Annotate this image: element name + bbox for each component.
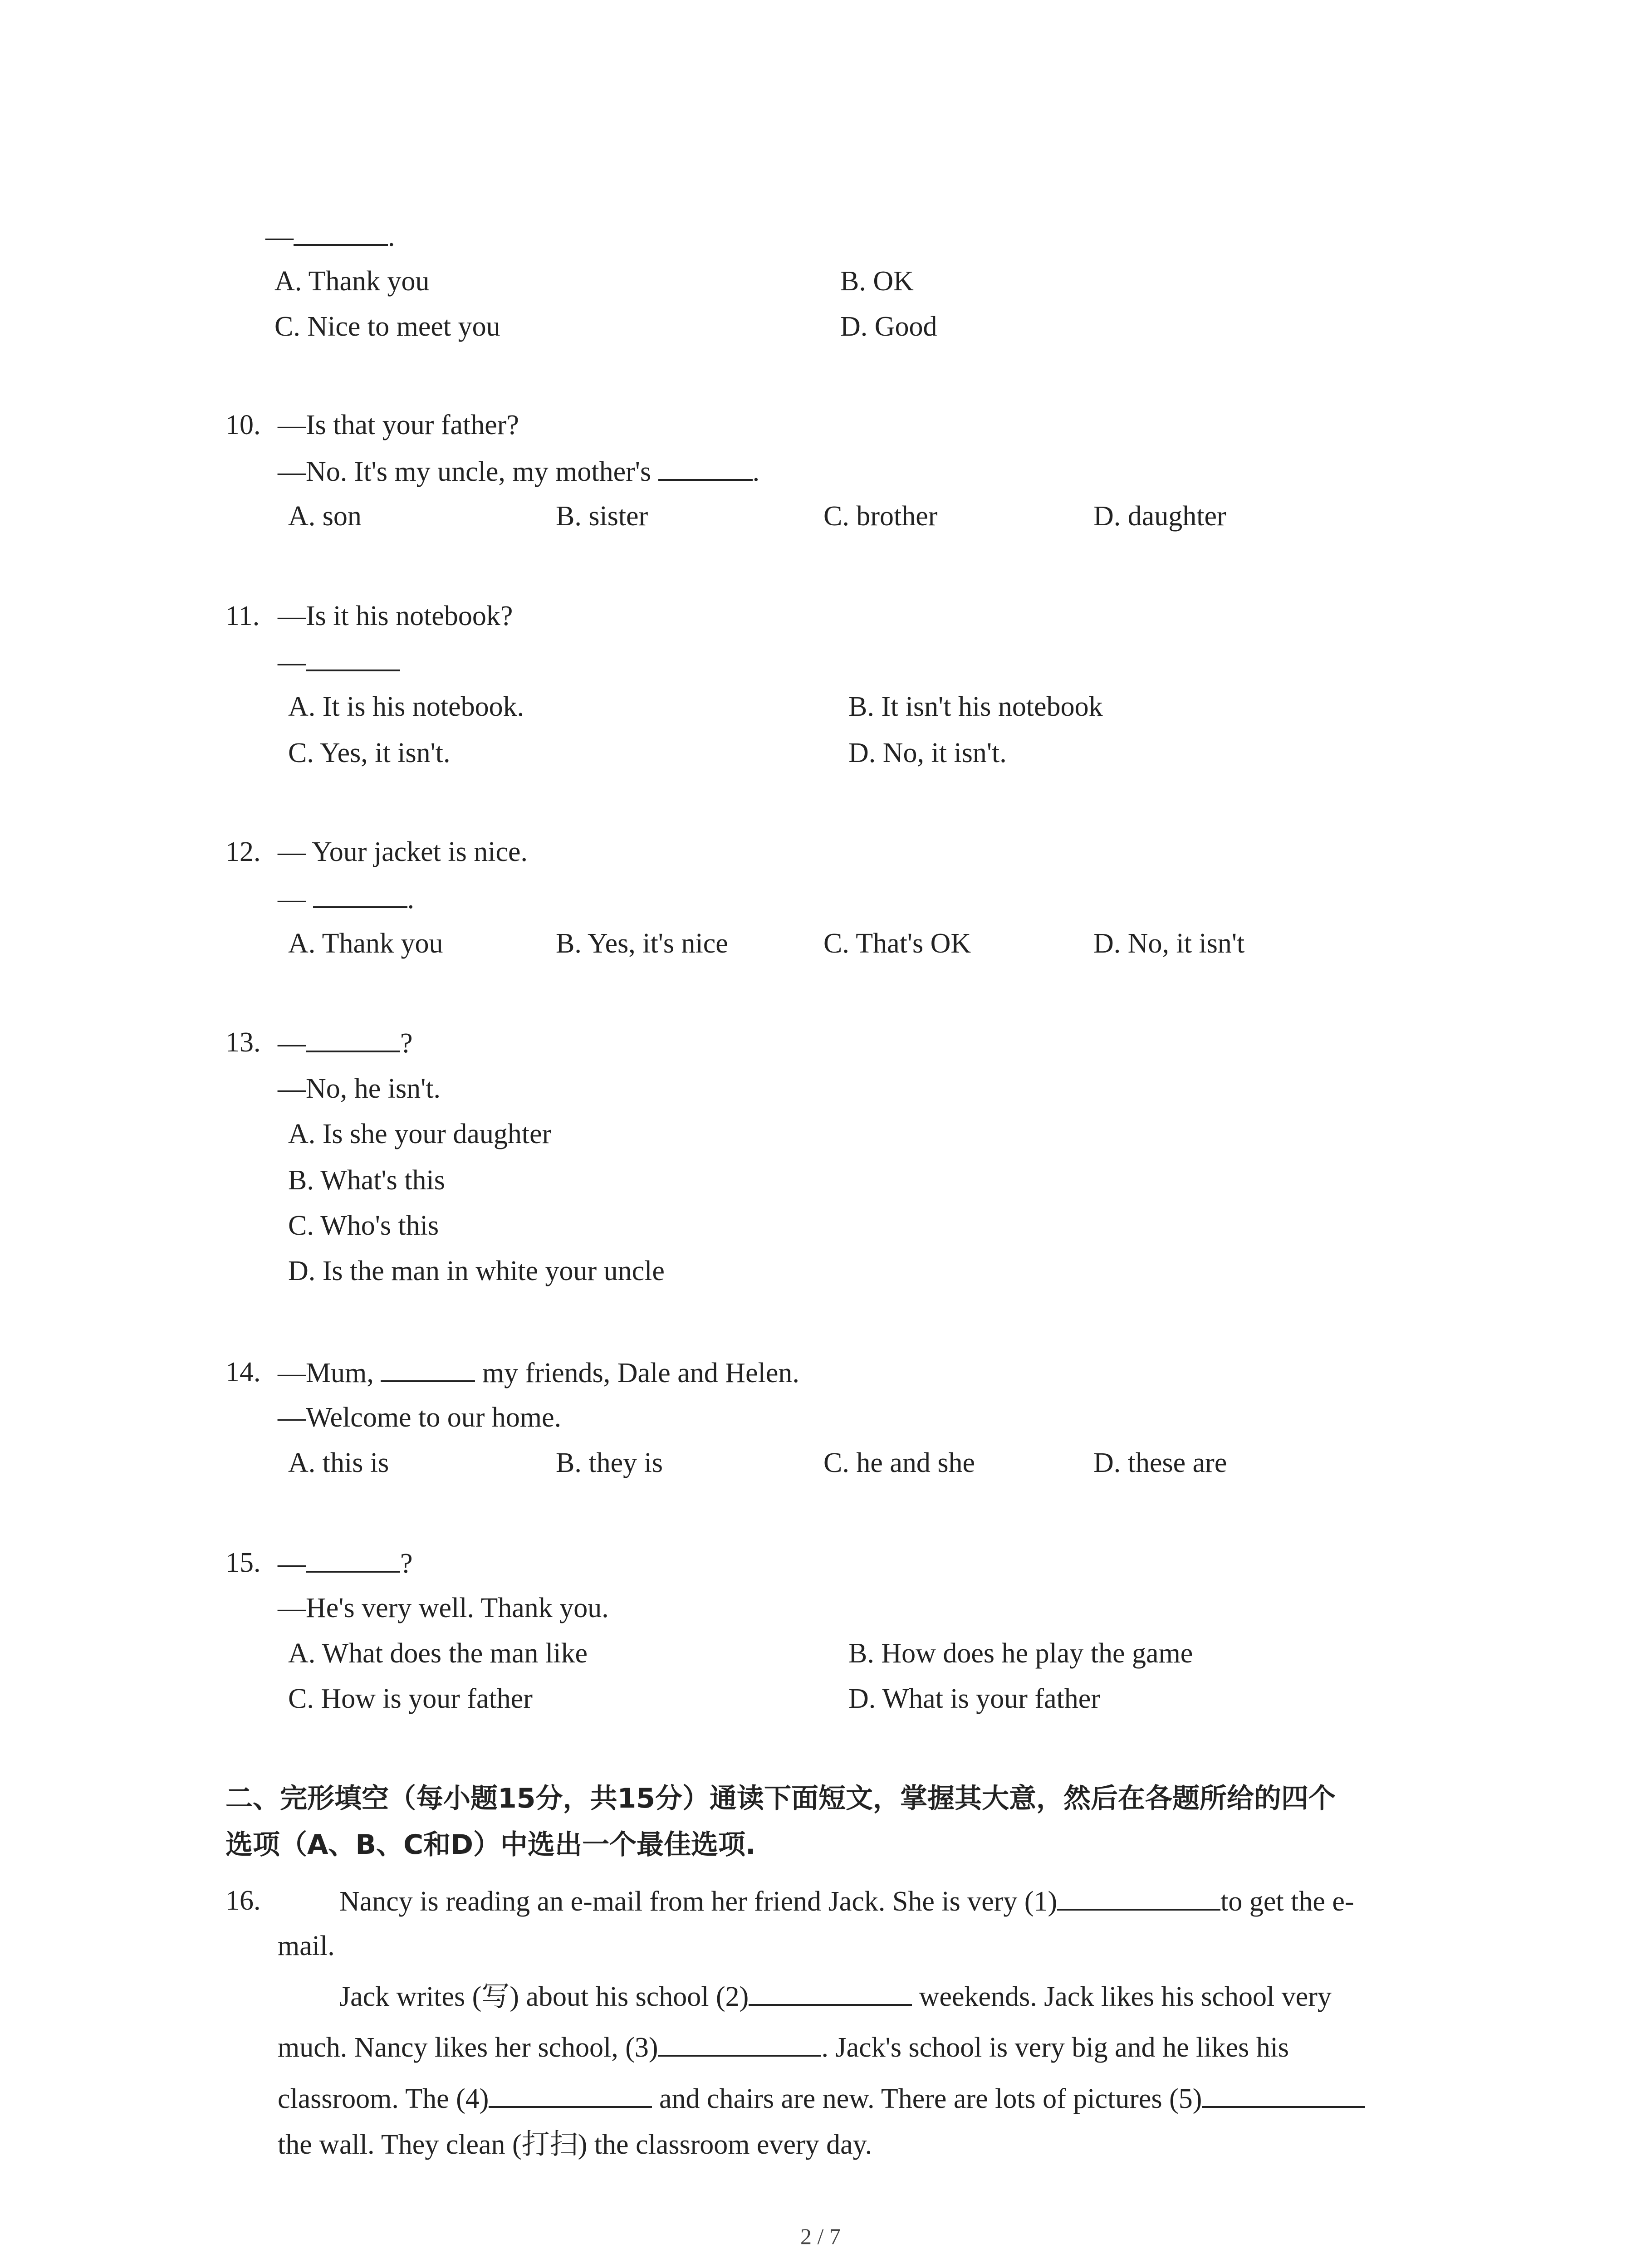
q9-option-b[interactable]: B. OK [840,266,914,297]
line-text: my friends, Dale and Helen. [475,1358,799,1388]
q12-option-a[interactable]: A. Thank you [288,928,443,959]
q10-line2 [278,453,759,490]
period: . [407,884,414,914]
q10-line1: —Is that your father? [278,410,519,440]
period: . [752,456,760,487]
q14-option-c[interactable]: C. he and she [823,1447,975,1478]
q12-number: 12. [225,836,261,867]
dash: — [278,1548,306,1579]
q16-passage-line2: mail. [278,1931,335,1961]
q11-option-d[interactable]: D. No, it isn't. [848,738,1007,768]
q16-passage-line5 [278,2080,1365,2117]
q15-option-a[interactable]: A. What does the man like [288,1638,588,1669]
cloze-blank-5[interactable] [1202,2080,1365,2108]
q15-option-d[interactable]: D. What is your father [848,1683,1100,1714]
q13-line2: —No, he isn't. [278,1073,441,1104]
q9-option-d[interactable]: D. Good [840,311,937,342]
q16-passage-line3 [339,1978,1332,2015]
cloze-blank-2[interactable] [749,1978,912,2006]
dash: — [278,884,313,914]
q16-passage-line6: the wall. They clean (打扫) the classroom every day. [278,2129,872,2160]
line-text: —No. It's my uncle, my mother's [278,456,658,487]
q13-option-c[interactable]: C. Who's this [288,1210,439,1241]
passage-text: . Jack's school is very big and he likes his [821,2032,1289,2063]
q9-option-a[interactable]: A. Thank you [274,266,430,297]
passage-text: Jack writes (写) about his school (2) [339,1981,749,2012]
q16-passage-line1 [339,1882,1354,1920]
q9-option-c[interactable]: C. Nice to meet you [274,311,500,342]
answer-blank[interactable] [658,453,753,481]
question-mark: ? [400,1028,413,1059]
q11-option-b[interactable]: B. It isn't his notebook [848,691,1103,722]
q14-line1 [278,1354,799,1391]
cloze-blank-4[interactable] [489,2080,652,2108]
q10-number: 10. [225,410,261,440]
q15-option-b[interactable]: B. How does he play the game [848,1638,1193,1669]
question-mark: ? [400,1548,413,1579]
q11-option-c[interactable]: C. Yes, it isn't. [288,738,451,768]
q15-option-c[interactable]: C. How is your father [288,1683,533,1714]
q10-option-d[interactable]: D. daughter [1093,501,1226,532]
q11-line1: —Is it his notebook? [278,601,513,631]
q14-number: 14. [225,1357,261,1388]
period: . [388,221,395,252]
cloze-blank-1[interactable] [1057,1882,1220,1911]
q13-option-a[interactable]: A. Is she your daughter [288,1119,552,1149]
passage-text: to get the e- [1220,1886,1354,1917]
q12-line2 [278,880,414,917]
passage-text: and chairs are new. There are lots of pictures (5) [652,2083,1202,2114]
q15-number: 15. [225,1547,261,1578]
q10-option-a[interactable]: A. son [288,501,362,532]
answer-blank[interactable] [306,643,400,671]
q10-option-c[interactable]: C. brother [823,501,938,532]
q10-option-b[interactable]: B. sister [556,501,648,532]
answer-blank[interactable] [313,880,407,908]
line-text: —Mum, [278,1358,381,1388]
answer-blank[interactable] [306,1545,400,1573]
q13-line1 [278,1024,413,1061]
section-2-heading-line1: 二、完形填空（每小题15分，共15分）通读下面短文，掌握其大意，然后在各题所给的四个 [225,1783,1336,1814]
dash: — [278,1028,306,1059]
q9-answer-line [265,218,395,255]
q13-option-d[interactable]: D. Is the man in white your uncle [288,1256,665,1286]
q13-option-b[interactable]: B. What's this [288,1165,445,1196]
q12-option-b[interactable]: B. Yes, it's nice [556,928,728,959]
q11-option-a[interactable]: A. It is his notebook. [288,691,524,722]
q15-line1 [278,1545,413,1582]
q15-line2: —He's very well. Thank you. [278,1593,609,1623]
passage-text: much. Nancy likes her school, (3) [278,2032,658,2063]
q14-option-d[interactable]: D. these are [1093,1447,1227,1478]
dash: — [265,221,294,252]
q16-number: 16. [225,1885,261,1916]
page-number: 2 / 7 [800,2224,841,2249]
q12-option-d[interactable]: D. No, it isn't [1093,928,1245,959]
q16-passage-line4 [278,2028,1289,2066]
passage-text: Nancy is reading an e-mail from her friend Jack. She is very (1) [339,1886,1058,1917]
cloze-blank-3[interactable] [658,2028,821,2057]
q14-option-b[interactable]: B. they is [556,1447,663,1478]
answer-blank[interactable] [381,1354,475,1382]
q11-number: 11. [225,601,260,631]
answer-blank[interactable] [294,218,388,246]
q12-line1: — Your jacket is nice. [278,836,528,867]
passage-text: classroom. The (4) [278,2083,489,2114]
passage-text: weekends. Jack likes his school very [912,1981,1332,2012]
q12-option-c[interactable]: C. That's OK [823,928,971,959]
q14-line2: —Welcome to our home. [278,1402,562,1433]
dash: — [278,647,306,678]
q13-number: 13. [225,1027,261,1058]
q11-line2 [278,643,400,680]
answer-blank[interactable] [306,1024,400,1052]
section-2-heading-line2: 选项（A、B、C和D）中选出一个最佳选项. [225,1829,756,1861]
q14-option-a[interactable]: A. this is [288,1447,389,1478]
